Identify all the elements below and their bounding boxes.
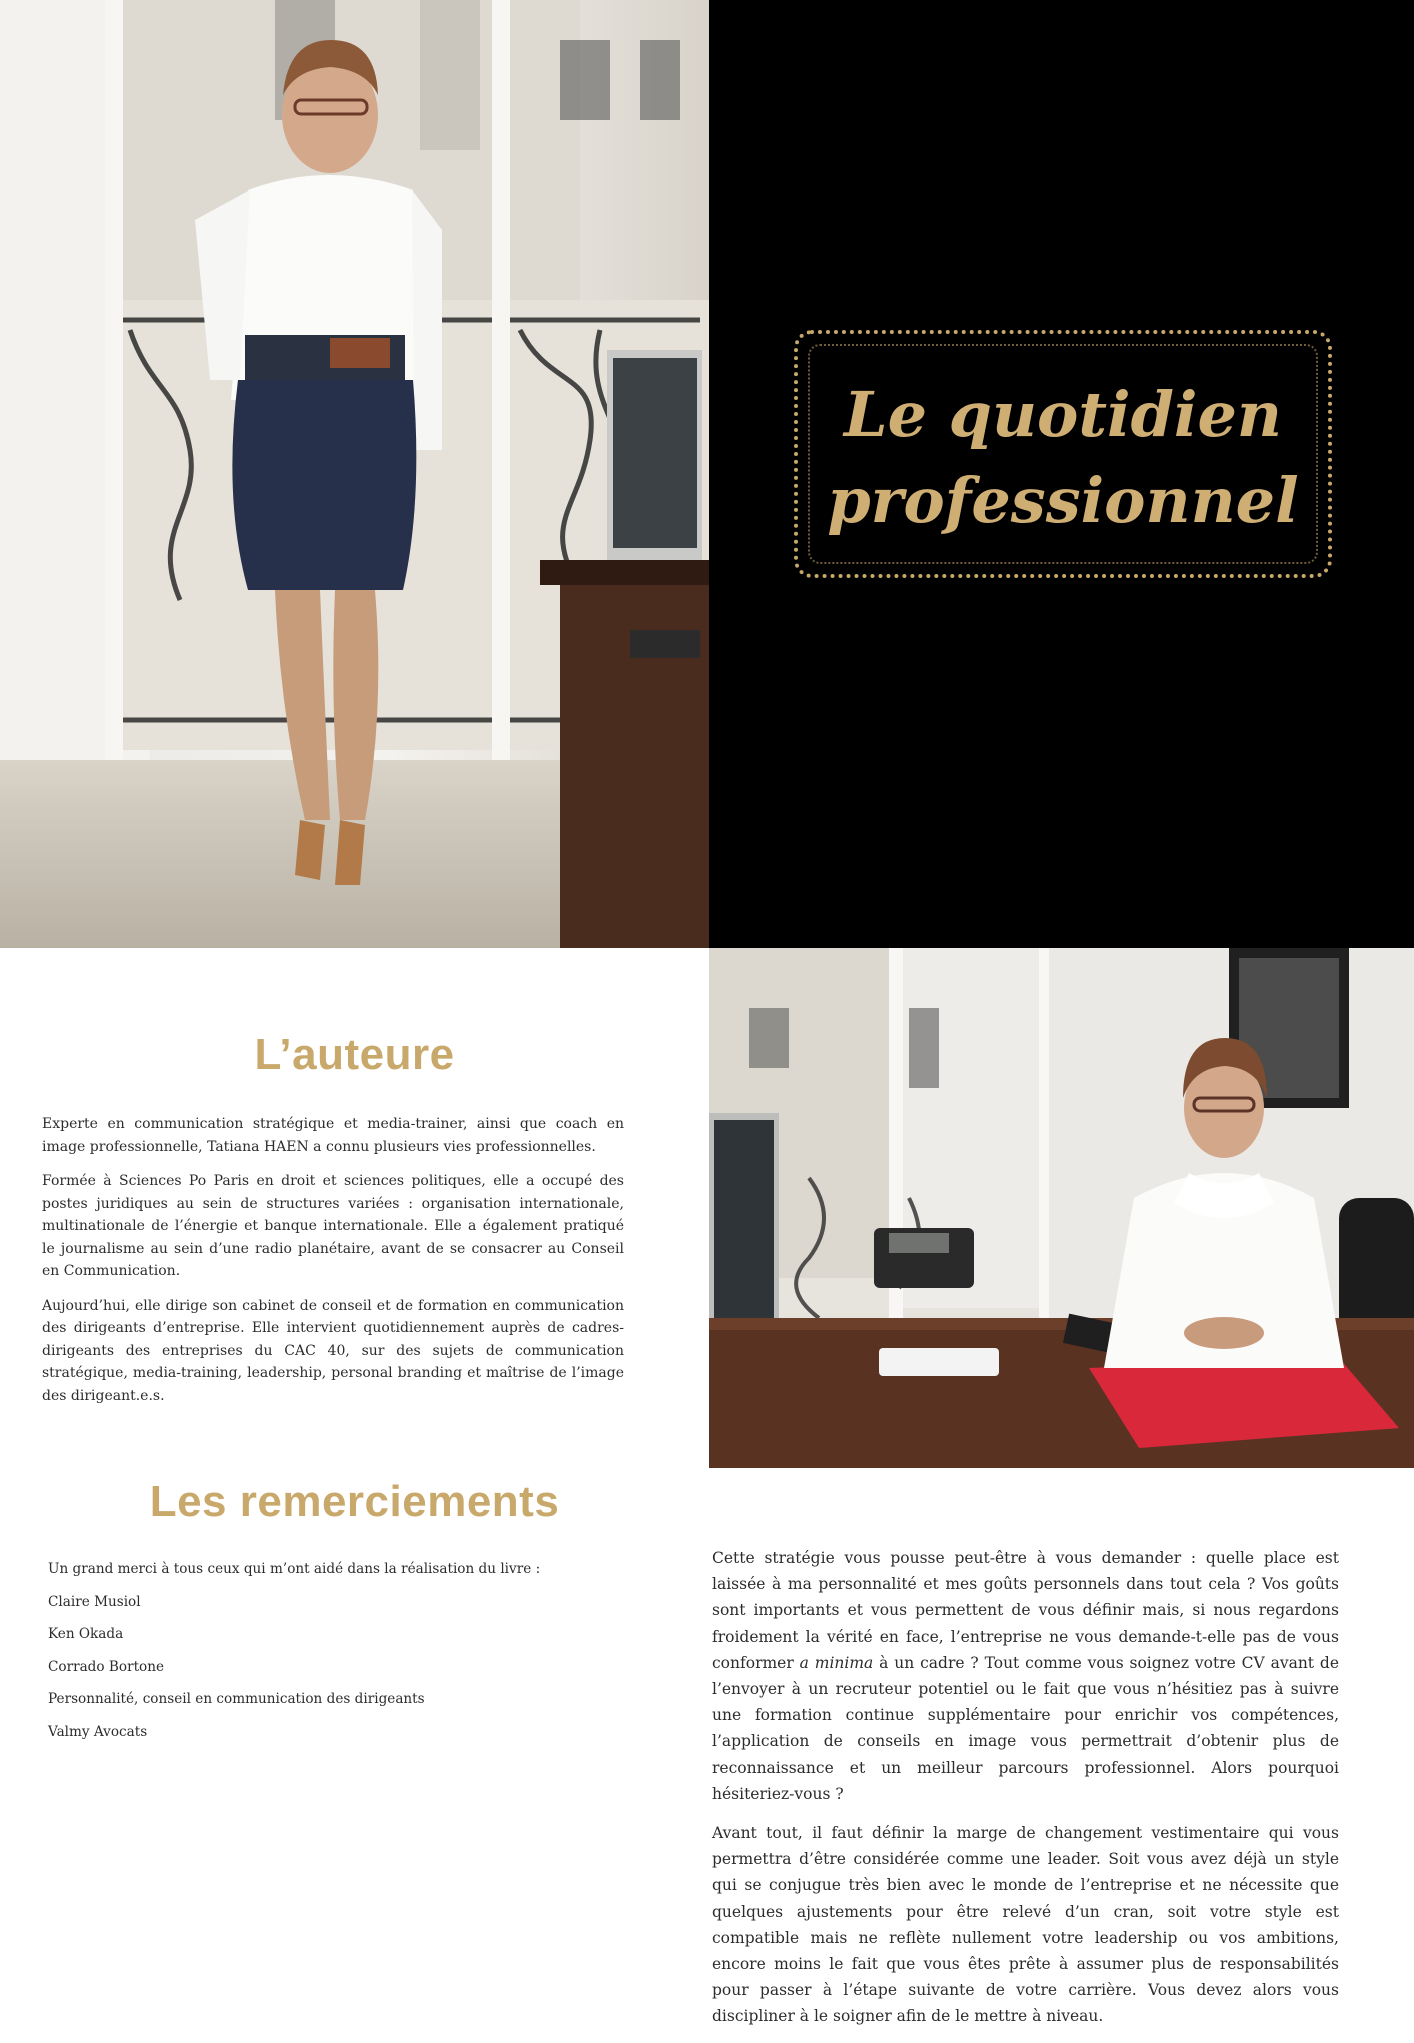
author-heading: L’auteure <box>254 1030 455 1079</box>
author-bio <box>42 1113 624 1419</box>
title-line-1: Le quotidien <box>843 378 1283 451</box>
thanks-heading: Les remerciements <box>149 1477 560 1526</box>
body-paragraph-1 <box>712 1545 1339 1807</box>
list-item: Corrado Bortone <box>48 1658 165 1675</box>
title-panel <box>709 0 1414 948</box>
main-body-text <box>712 1545 1339 2043</box>
list-item: Ken Okada <box>48 1626 124 1642</box>
title-frame <box>794 330 1332 578</box>
author-paragraph-2: Formée à Sciences Po Paris en droit et sciences politiques, elle a occupé des postes juridiques au sein de structures variées : organisation internationale, multinationale de l’énergie et banque internationale. Elle a également pratiqué le journalisme au sein d’une radio planétaire, avant de se consacrer au Conseil en Communication. <box>42 1173 624 1279</box>
body-paragraph-1-start: Cette stratégie vous pousse peut-être à vous demander : quelle place est laissée à ma personnalité et mes goûts personnels dans tout cela ? Vos goûts sont importants et vous permettent de vous définir mais, si nous regardons froidement la vérité en face, l’entreprise ne vous demande-t-elle pas de vous conformer <box>712 1549 1339 1672</box>
body-paragraph-1-italic: a minima <box>799 1653 874 1672</box>
body-paragraph-1-end: à un cadre ? Tout comme vous soignez votre CV avant de l’envoyer à un recruteur potentiel ou le fait que vous n’hésitiez pas à suivre une formation continue supplémentaire pour enrichir vos compétences, l’application de conseils en image vous permettrait d’obtenir plus de reconnaissance et un meilleur parcours professionnel. Alors pourquoi hésiteriez-vous ? <box>712 1653 1340 1803</box>
author-paragraph-3: Aujourd’hui, elle dirige son cabinet de conseil et de formation en communication des dirigeants d’entreprise. Elle intervient quotidiennement auprès de cadres-dirigeants des entreprises du CAC 40, sur des sujets de communication stratégique, media-training, leadership, personal branding et maîtrise de l’image des dirigeant.e.s. <box>42 1297 624 1404</box>
photo-seated-woman <box>709 948 1414 1468</box>
list-item: Personnalité, conseil en communication des dirigeants <box>48 1691 425 1707</box>
thanks-list <box>48 1558 648 1753</box>
list-item: Claire Musiol <box>48 1593 141 1610</box>
list-item: Valmy Avocats <box>48 1723 148 1740</box>
title-line-2: professionnel <box>827 464 1299 537</box>
thanks-intro: Un grand merci à tous ceux qui m’ont aidé dans la réalisation du livre : <box>48 1561 541 1577</box>
author-paragraph-1: Experte en communication stratégique et media-trainer, ainsi que coach en image professionnelle, Tatiana HAEN a connu plusieurs vies professionnelles. <box>42 1116 624 1155</box>
page-title <box>798 372 1328 544</box>
body-paragraph-2: Avant tout, il faut définir la marge de changement vestimentaire qui vous permettra d’être considérée comme une leader. Soit vous avez déjà un style qui se conjugue très bien avec le monde de l’entreprise et ne nécessite que quelques ajustements pour être relevé d’un cran, soit votre style est compatible mais ne reflète nullement votre leadership ou vos ambitions, encore moins le fait que vous êtes prête à assumer plus de responsabilités pour passer à l’étape suivante de votre carrière. Vous devez alors vous discipliner à le soigner afin de le mettre à niveau. <box>712 1824 1339 2026</box>
photo-standing-woman <box>0 0 709 948</box>
